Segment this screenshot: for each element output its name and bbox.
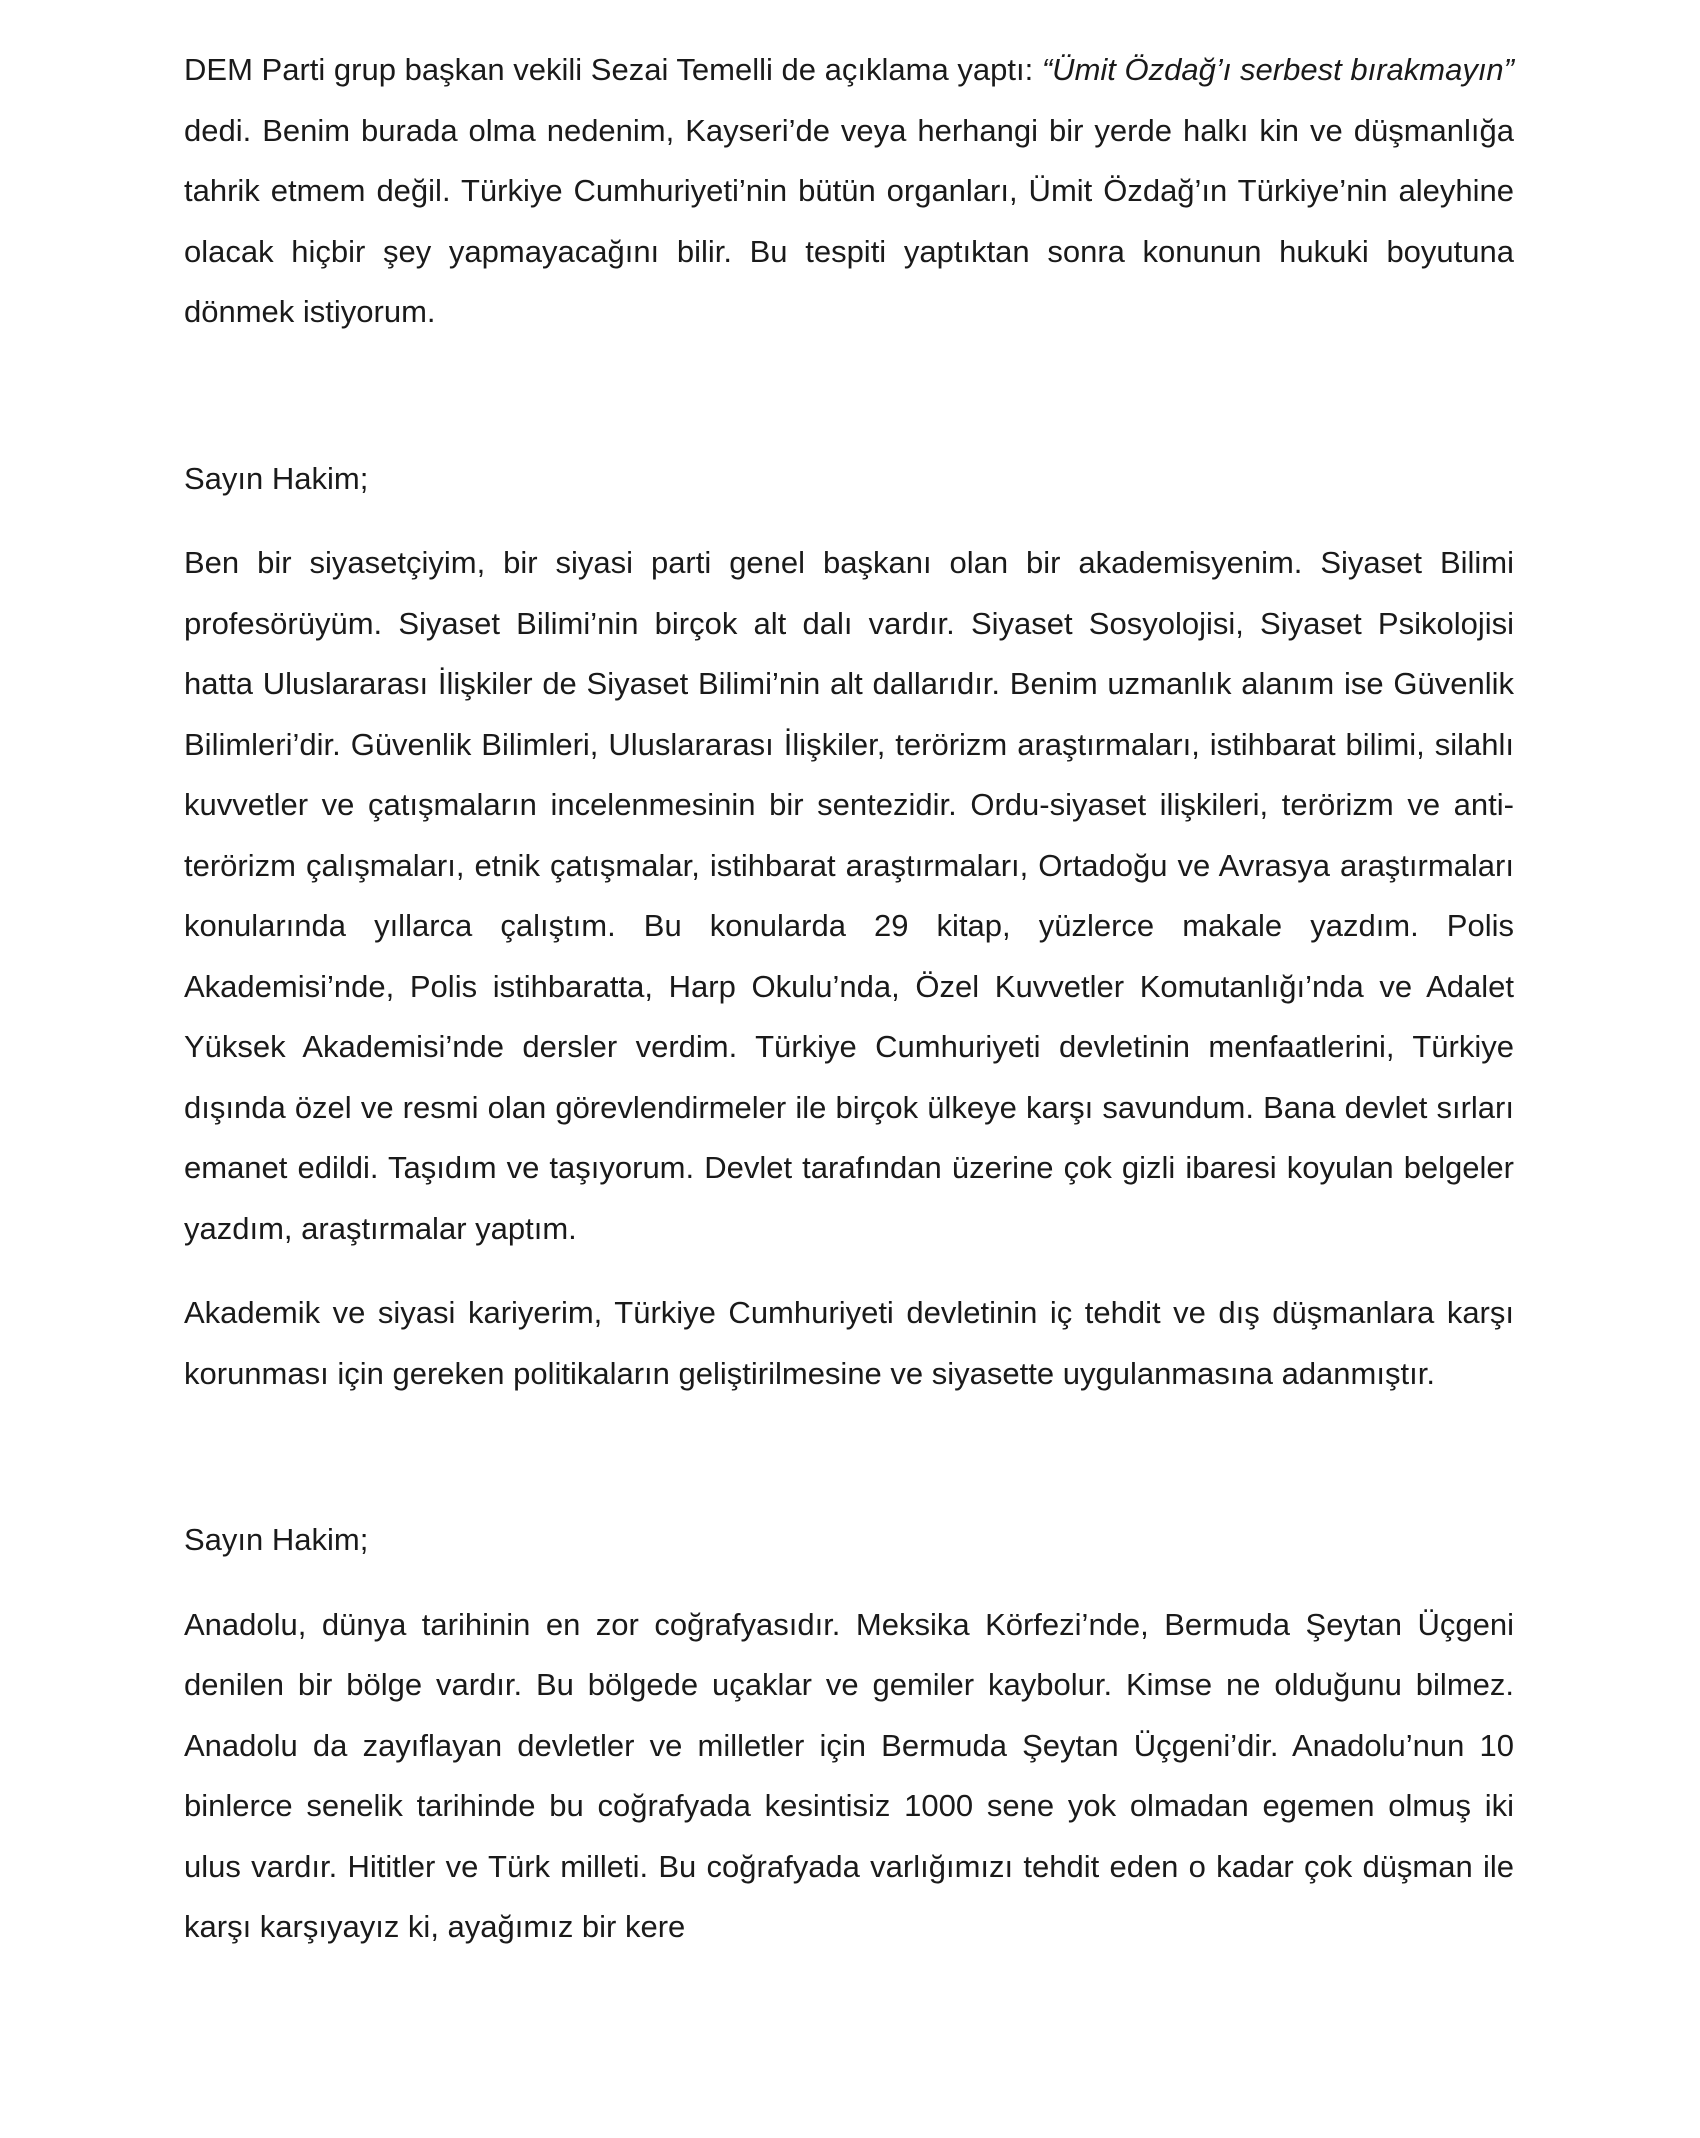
paragraph-statement — [184, 40, 1514, 343]
greeting-2: Sayın Hakim; — [184, 1522, 369, 1557]
document-page — [184, 40, 1514, 1958]
paragraph-statement-text-a: DEM Parti grup başkan vekili Sezai Temelli de açıklama yaptı: — [184, 52, 1042, 87]
quoted-statement: “Ümit Özdağ’ı serbest bırakmayın” — [1041, 52, 1514, 87]
paragraph-statement-text-b: dedi. Benim burada olma nedenim, Kayseri’de veya herhangi bir yerde halkı kin ve düşmanlığa tahrik etmem değil. Türkiye Cumhuriyeti’nin bütün organları, Ümit Özdağ’ın Türkiye’nin aleyhine olacak hiçbir şey yapmayacağını bilir. Bu tespiti yaptıktan sonra konunun hukuki boyutuna dönmek istiyorum. — [184, 112, 1514, 329]
greeting-1: Sayın Hakim; — [184, 460, 369, 496]
paragraph-anatolia: Anadolu, dünya tarihinin en zor coğrafyasıdır. Meksika Körfezi’nde, Bermuda Şeytan Üçgeni denilen bir bölge vardır. Bu bölgede uçaklar ve gemiler kaybolur. Kimse ne olduğunu bilmez. Anadolu da zayıflayan devletler ve milletler için Bermuda Şeytan Üçgeni’dir. Anadolu’nun 10 binlerce senelik tarihinde bu coğrafyada kesintisiz 1000 sene yok olmadan egemen olmuş iki ulus vardır. Hititler ve Türk milleti. Bu coğrafyada varlığımızı tehdit eden o kadar çok düşman ile karşı karşıyayız ki, ayağımız bir kere — [184, 1606, 1514, 1944]
paragraph-career: Akademik ve siyasi kariyerim, Türkiye Cumhuriyeti devletinin iç tehdit ve dış düşmanlara karşı korunması için gereken politikaların geliştirilmesine ve siyasette uygulanmasına adanmıştır. — [184, 1295, 1514, 1391]
paragraph-biography: Ben bir siyasetçiyim, bir siyasi parti genel başkanı olan bir akademisyenim. Siyaset Bilimi profesörüyüm. Siyaset Bilimi’nin birçok alt dalı vardır. Siyaset Sosyolojisi, Siyaset Psikolojisi hatta Uluslararası İlişkiler de Siyaset Bilimi’nin alt dallarıdır. Benim uzmanlık alanım ise Güvenlik Bilimleri’dir. Güvenlik Bilimleri, Uluslararası İlişkiler, terörizm araştırmaları, istihbarat bilimi, silahlı kuvvetler ve çatışmaların incelenmesinin bir sentezidir. Ordu-siyaset ilişkileri, terörizm ve anti-terörizm çalışmaları, etnik çatışmalar, istihbarat araştırmaları, Ortadoğu ve Avrasya araştırmaları konularında yıllarca çalıştım. Bu konularda 29 kitap, yüzlerce makale yazdım. Polis Akademisi’nde, Polis istihbaratta, Harp Okulu’nda, Özel Kuvvetler Komutanlığı’nda ve Adalet Yüksek Akademisi’nde dersler verdim. Türkiye Cumhuriyeti devletinin menfaatlerini, Türkiye dışında özel ve resmi olan görevlendirmeler ile birçok ülkeye karşı savundum. Bana devlet sırları emanet edildi. Taşıdım ve taşıyorum. Devlet tarafından üzerine çok gizli ibaresi koyulan belgeler yazdım, araştırmalar yaptım. — [184, 545, 1514, 1246]
